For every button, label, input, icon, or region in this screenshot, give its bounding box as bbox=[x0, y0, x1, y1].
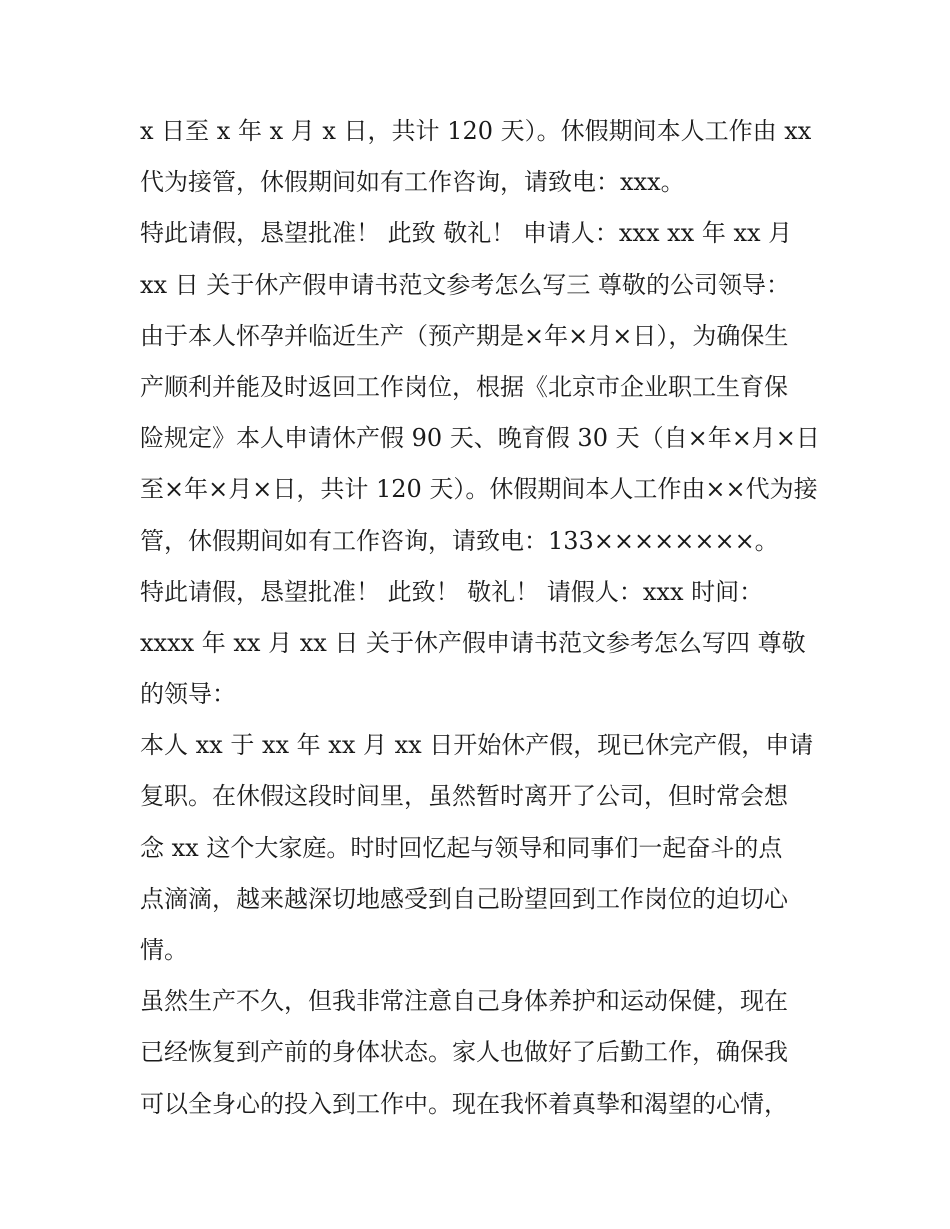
text-line: 由于本人怀孕并临近生产（预产期是×年×月×日），为确保生 bbox=[140, 321, 789, 350]
text-line: 特此请假，恳望批准！ 此致！ 敬礼！ 请假人：xxx 时间： bbox=[140, 577, 764, 606]
text-line: 念 xx 这个大家庭。时时回忆起与领导和同事们一起奋斗的点 bbox=[140, 833, 783, 862]
text-line: x 日至 x 年 x 月 x 日，共计 120 天）。休假期间本人工作由 xx bbox=[140, 117, 812, 145]
text-line: 产顺利并能及时返回工作岗位，根据《北京市企业职工生育保 bbox=[140, 372, 788, 401]
text-line: 点滴滴，越来越深切地感受到自己盼望回到工作岗位的迫切心 bbox=[140, 884, 788, 913]
text-line: 代为接管，休假期间如有工作咨询，请致电：xxx。 bbox=[140, 168, 685, 197]
text-line: 险规定》本人申请休产假 90 天、晚育假 30 天（自×年×月×日 bbox=[140, 424, 820, 453]
text-line: 管，休假期间如有工作咨询，请致电：133××××××××。 bbox=[140, 526, 779, 555]
text-line: xx 日 关于休产假申请书范文参考怎么写三 尊敬的公司领导： bbox=[140, 270, 790, 299]
text-line: 复职。在休假这段时间里，虽然暂时离开了公司，但时常会想 bbox=[140, 782, 788, 811]
text-line: 可以全身心的投入到工作中。现在我怀着真挚和渴望的心情， bbox=[140, 1089, 788, 1118]
text-line: 本人 xx 于 xx 年 xx 月 xx 日开始休产假，现已休完产假，申请 bbox=[140, 731, 814, 760]
text-line: 至×年×月×日，共计 120 天）。休假期间本人工作由××代为接 bbox=[140, 475, 818, 504]
text-line: 已经恢复到产前的身体状态。家人也做好了后勤工作，确保我 bbox=[140, 1038, 788, 1067]
document-body bbox=[140, 106, 820, 1130]
text-line: 特此请假，恳望批准！ 此致 敬礼！ 申请人：xxx xx 年 xx 月 bbox=[140, 219, 793, 248]
text-line: 虽然生产不久，但我非常注意自己身体养护和运动保健，现在 bbox=[140, 987, 788, 1016]
text-line: 的领导： bbox=[140, 680, 236, 709]
text-line: xxxx 年 xx 月 xx 日 关于休产假申请书范文参考怎么写四 尊敬 bbox=[140, 628, 806, 657]
text-line: 情。 bbox=[140, 936, 188, 964]
